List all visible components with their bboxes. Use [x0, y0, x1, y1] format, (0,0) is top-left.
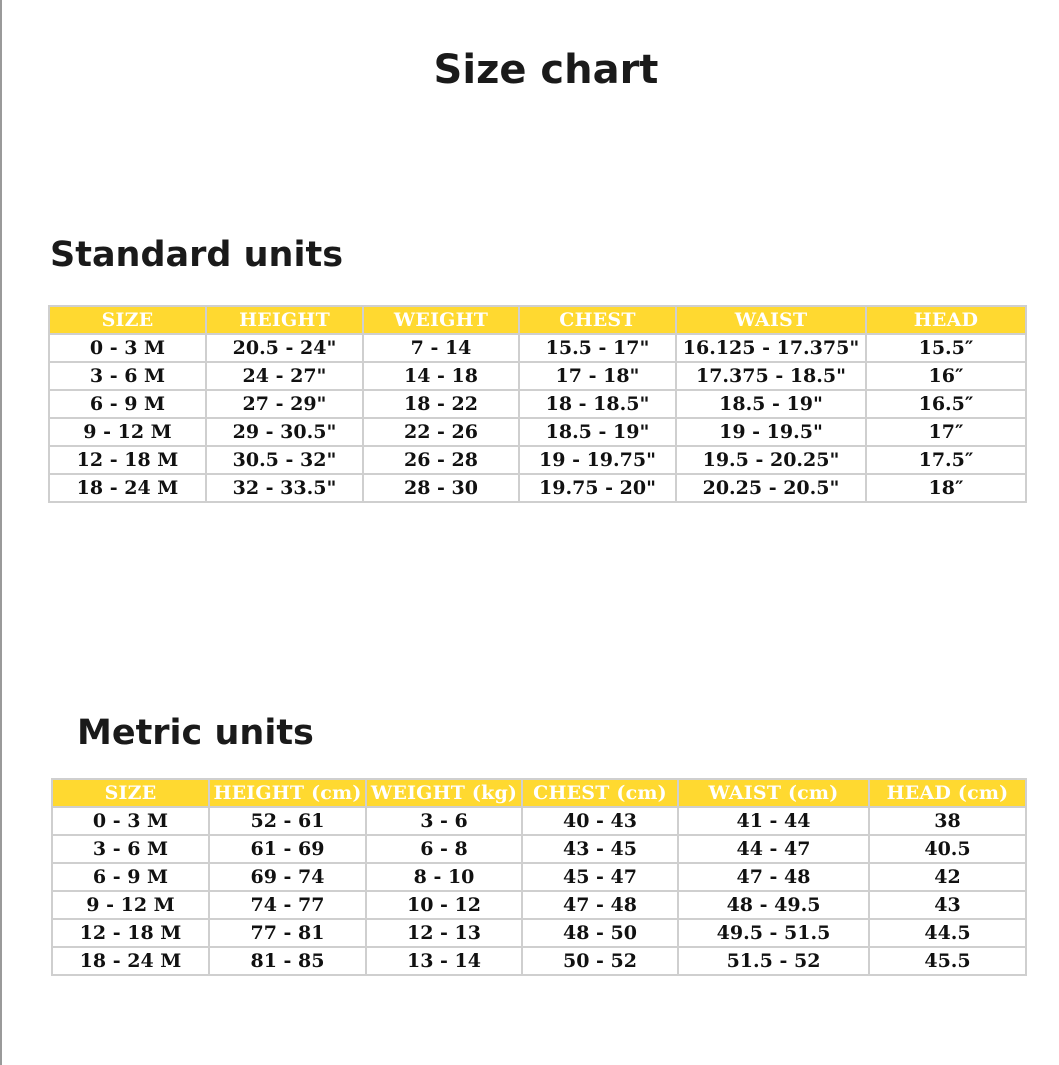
head-cell: 18″ — [866, 474, 1026, 502]
size-cell: 3 - 6 M — [52, 835, 209, 863]
column-header-height: HEIGHT — [206, 306, 363, 334]
page-title: Size chart — [433, 47, 659, 93]
size-cell: 9 - 12 M — [52, 891, 209, 919]
head-cell: 43 — [869, 891, 1026, 919]
chest-cell: 40 - 43 — [522, 807, 678, 835]
size-cell: 6 - 9 M — [52, 863, 209, 891]
weight-cell: 14 - 18 — [363, 362, 519, 390]
size-cell: 18 - 24 M — [49, 474, 206, 502]
chest-cell: 43 - 45 — [522, 835, 678, 863]
table-header-row — [52, 779, 1026, 807]
table-row — [52, 919, 1026, 947]
chest-cell: 18 - 18.5" — [519, 390, 676, 418]
size-cell: 0 - 3 M — [49, 334, 206, 362]
table-row — [52, 891, 1026, 919]
table-row — [52, 947, 1026, 975]
head-cell: 45.5 — [869, 947, 1026, 975]
height-cell: 77 - 81 — [209, 919, 366, 947]
chest-cell: 45 - 47 — [522, 863, 678, 891]
metric-units-title: Metric units — [77, 713, 314, 753]
head-cell: 16″ — [866, 362, 1026, 390]
column-header-head: HEAD (cm) — [869, 779, 1026, 807]
waist-cell: 44 - 47 — [678, 835, 869, 863]
table-row — [49, 474, 1026, 502]
chest-cell: 48 - 50 — [522, 919, 678, 947]
column-header-chest: CHEST — [519, 306, 676, 334]
head-cell: 40.5 — [869, 835, 1026, 863]
head-cell: 16.5″ — [866, 390, 1026, 418]
standard-units-title: Standard units — [50, 235, 344, 275]
chest-cell: 18.5 - 19" — [519, 418, 676, 446]
weight-cell: 22 - 26 — [363, 418, 519, 446]
chest-cell: 47 - 48 — [522, 891, 678, 919]
size-cell: 18 - 24 M — [52, 947, 209, 975]
height-cell: 81 - 85 — [209, 947, 366, 975]
column-header-head: HEAD — [866, 306, 1026, 334]
table-row — [52, 807, 1026, 835]
chest-cell: 19 - 19.75" — [519, 446, 676, 474]
head-cell: 42 — [869, 863, 1026, 891]
column-header-weight: WEIGHT — [363, 306, 519, 334]
table-row — [49, 390, 1026, 418]
weight-cell: 10 - 12 — [366, 891, 522, 919]
height-cell: 30.5 - 32" — [206, 446, 363, 474]
head-cell: 38 — [869, 807, 1026, 835]
chest-cell: 17 - 18" — [519, 362, 676, 390]
table-row — [49, 418, 1026, 446]
column-header-height: HEIGHT (cm) — [209, 779, 366, 807]
waist-cell: 20.25 - 20.5" — [676, 474, 866, 502]
head-cell: 15.5″ — [866, 334, 1026, 362]
table-row — [49, 334, 1026, 362]
waist-cell: 41 - 44 — [678, 807, 869, 835]
height-cell: 20.5 - 24" — [206, 334, 363, 362]
waist-cell: 19.5 - 20.25" — [676, 446, 866, 474]
weight-cell: 28 - 30 — [363, 474, 519, 502]
waist-cell: 16.125 - 17.375" — [676, 334, 866, 362]
weight-cell: 12 - 13 — [366, 919, 522, 947]
waist-cell: 18.5 - 19" — [676, 390, 866, 418]
column-header-weight: WEIGHT (kg) — [366, 779, 522, 807]
height-cell: 61 - 69 — [209, 835, 366, 863]
column-header-size: SIZE — [52, 779, 209, 807]
waist-cell: 47 - 48 — [678, 863, 869, 891]
size-cell: 12 - 18 M — [49, 446, 206, 474]
waist-cell: 17.375 - 18.5" — [676, 362, 866, 390]
column-header-waist: WAIST (cm) — [678, 779, 869, 807]
height-cell: 27 - 29" — [206, 390, 363, 418]
weight-cell: 3 - 6 — [366, 807, 522, 835]
size-cell: 3 - 6 M — [49, 362, 206, 390]
waist-cell: 49.5 - 51.5 — [678, 919, 869, 947]
weight-cell: 7 - 14 — [363, 334, 519, 362]
weight-cell: 13 - 14 — [366, 947, 522, 975]
column-header-waist: WAIST — [676, 306, 866, 334]
column-header-size: SIZE — [49, 306, 206, 334]
head-cell: 17″ — [866, 418, 1026, 446]
standard-units-table — [48, 305, 1027, 503]
height-cell: 74 - 77 — [209, 891, 366, 919]
table-row — [49, 446, 1026, 474]
chest-cell: 50 - 52 — [522, 947, 678, 975]
weight-cell: 18 - 22 — [363, 390, 519, 418]
height-cell: 24 - 27" — [206, 362, 363, 390]
waist-cell: 19 - 19.5" — [676, 418, 866, 446]
size-cell: 0 - 3 M — [52, 807, 209, 835]
head-cell: 17.5″ — [866, 446, 1026, 474]
head-cell: 44.5 — [869, 919, 1026, 947]
height-cell: 29 - 30.5" — [206, 418, 363, 446]
weight-cell: 26 - 28 — [363, 446, 519, 474]
weight-cell: 8 - 10 — [366, 863, 522, 891]
size-cell: 9 - 12 M — [49, 418, 206, 446]
waist-cell: 48 - 49.5 — [678, 891, 869, 919]
table-row — [52, 863, 1026, 891]
size-cell: 12 - 18 M — [52, 919, 209, 947]
height-cell: 32 - 33.5" — [206, 474, 363, 502]
chest-cell: 19.75 - 20" — [519, 474, 676, 502]
waist-cell: 51.5 - 52 — [678, 947, 869, 975]
size-cell: 6 - 9 M — [49, 390, 206, 418]
height-cell: 52 - 61 — [209, 807, 366, 835]
column-header-chest: CHEST (cm) — [522, 779, 678, 807]
metric-units-table — [51, 778, 1027, 976]
table-header-row — [49, 306, 1026, 334]
table-row — [52, 835, 1026, 863]
table-row — [49, 362, 1026, 390]
height-cell: 69 - 74 — [209, 863, 366, 891]
chest-cell: 15.5 - 17" — [519, 334, 676, 362]
page-left-border — [0, 0, 2, 1065]
weight-cell: 6 - 8 — [366, 835, 522, 863]
